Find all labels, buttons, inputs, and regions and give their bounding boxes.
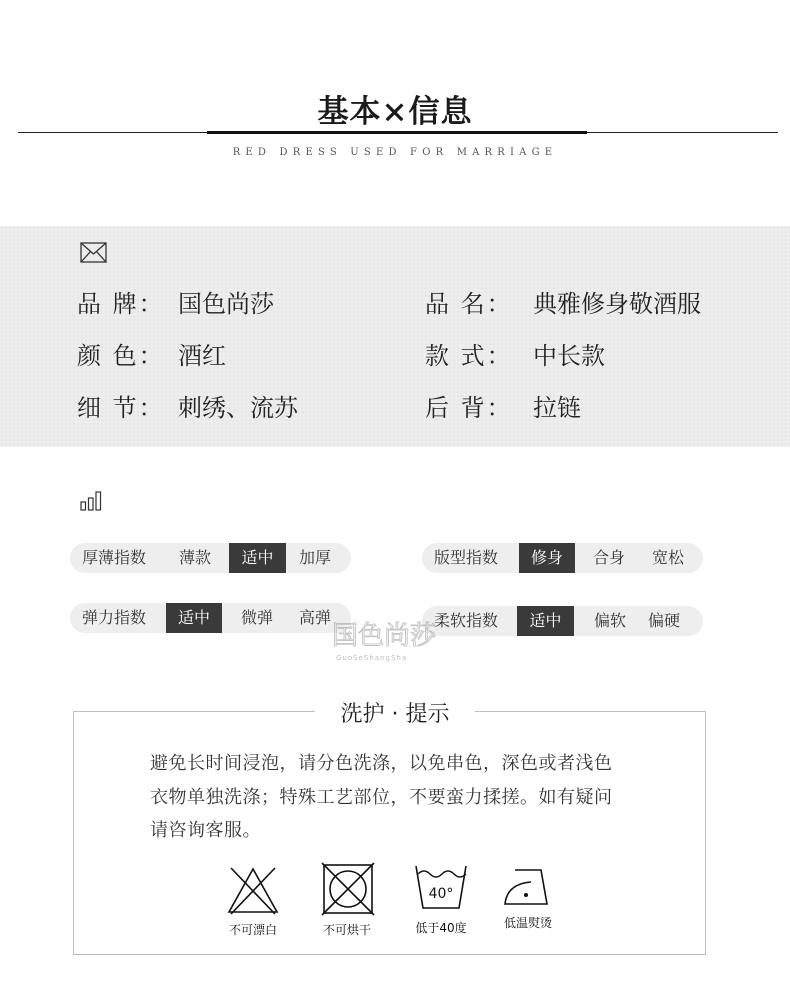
- elasticity-option-medium-selected: 适中: [166, 603, 222, 633]
- fit-option-loose: 宽松: [652, 548, 685, 567]
- softness-option-medium-selected: 适中: [517, 606, 574, 636]
- bar-level-icon: [80, 491, 102, 511]
- color-value: 酒红: [178, 342, 226, 370]
- brand-watermark: [330, 612, 460, 672]
- elasticity-index-bar: [70, 603, 351, 633]
- thickness-index-bar: [70, 543, 351, 573]
- brand-label: 品 牌：: [77, 290, 165, 318]
- back-label: 后 背：: [425, 394, 513, 422]
- style-value: 中长款: [533, 342, 605, 370]
- elasticity-option-high: 高弹: [299, 608, 332, 627]
- fit-index-label: 版型指数: [434, 548, 499, 567]
- no-bleach-icon: [226, 864, 280, 918]
- product-name-label: 品 名：: [425, 290, 513, 318]
- fit-index-bar: [422, 543, 703, 573]
- title-divider-accent: [207, 131, 587, 134]
- section-title: 基本×信息: [317, 94, 473, 130]
- no-bleach-caption: 不可漂白: [228, 923, 277, 937]
- care-tips-title: 洗护 · 提示: [315, 697, 475, 728]
- wash-temperature-icon: [414, 862, 468, 916]
- section-subtitle: RED DRESS USED FOR MARRIAGE: [232, 147, 558, 158]
- wash-temperature-mark: 40°: [428, 886, 454, 902]
- softness-option-hard: 偏硬: [648, 611, 681, 630]
- wash-temperature-caption: 低于40度: [415, 921, 467, 935]
- thickness-index-label: 厚薄指数: [82, 548, 147, 567]
- elasticity-index-label: 弹力指数: [82, 608, 147, 627]
- watermark-subtext: GuoSeShangSha: [336, 654, 408, 662]
- style-label: 款 式：: [425, 342, 513, 370]
- no-tumble-dry-icon: [321, 862, 375, 916]
- thickness-option-thick: 加厚: [299, 548, 332, 567]
- softness-index-bar: [422, 606, 703, 636]
- thickness-option-thin: 薄款: [179, 548, 212, 567]
- fit-option-slim-selected: 修身: [519, 543, 575, 573]
- thickness-option-medium-selected: 适中: [229, 543, 286, 573]
- softness-option-soft: 偏软: [594, 611, 627, 630]
- product-name-value: 典雅修身敬酒服: [533, 290, 701, 318]
- care-text-line-2: 衣物单独洗涤；特殊工艺部位，不要蛮力揉搓。如有疑问: [150, 787, 613, 808]
- envelope-icon: [80, 242, 107, 263]
- softness-index-label: 柔软指数: [434, 611, 499, 630]
- detail-value: 刺绣、流苏: [178, 394, 298, 422]
- no-tumble-dry-caption: 不可烘干: [322, 923, 371, 937]
- back-value: 拉链: [533, 394, 581, 422]
- care-text-line-3: 请咨询客服。: [150, 820, 261, 841]
- watermark-text: 国色尚莎: [332, 621, 437, 651]
- brand-value: 国色尚莎: [178, 290, 274, 318]
- care-text-line-1: 避免长时间浸泡，请分色洗涤，以免串色，深色或者浅色: [150, 753, 613, 774]
- detail-label: 细 节：: [77, 394, 165, 422]
- color-label: 颜 色：: [77, 342, 165, 370]
- elasticity-option-slight: 微弹: [241, 608, 274, 627]
- fit-option-regular: 合身: [593, 548, 626, 567]
- low-iron-icon: [503, 864, 557, 918]
- low-iron-caption: 低温熨烫: [503, 916, 552, 930]
